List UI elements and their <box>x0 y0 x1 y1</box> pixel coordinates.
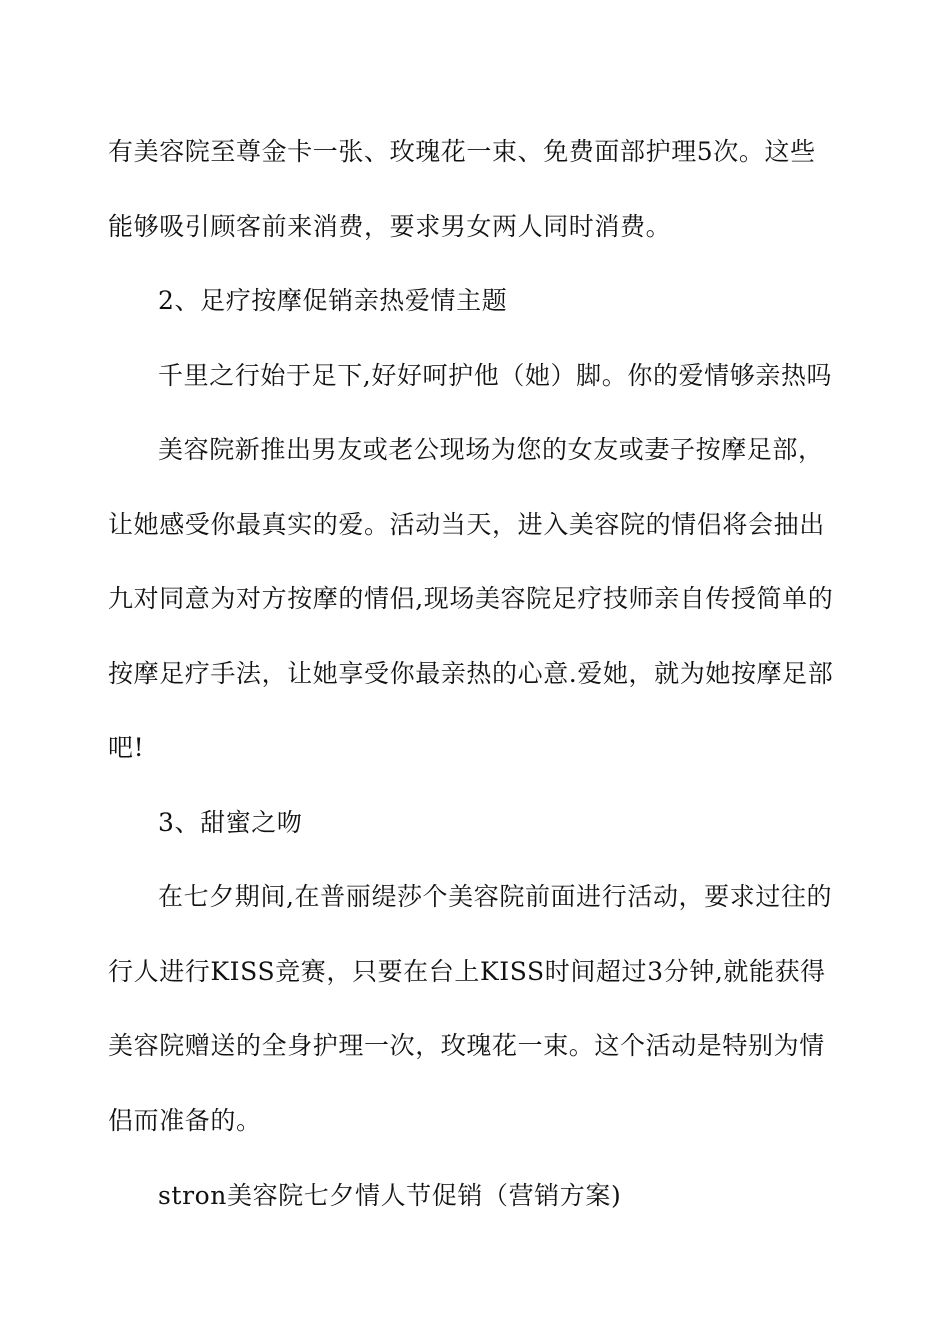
section-heading: 3、甜蜜之吻 <box>158 808 303 837</box>
paragraph-line: 能够吸引顾客前来消费，要求男女两人同时消费。 <box>108 212 672 241</box>
section-heading: 2、足疗按摩促销亲热爱情主题 <box>158 286 508 315</box>
paragraph-line: 侣而准备的。 <box>108 1106 262 1135</box>
paragraph-line: 九对同意为对方按摩的情侣,现场美容院足疗技师亲自传授简单的 <box>108 584 834 613</box>
paragraph-line: 吧! <box>108 733 145 762</box>
paragraph-line: 美容院新推出男友或老公现场为您的女友或妻子按摩足部， <box>158 435 824 464</box>
paragraph-line: 行人进行KISS竞赛，只要在台上KISS时间超过3分钟,就能获得 <box>108 957 826 986</box>
paragraph-line: 在七夕期间,在普丽缇莎个美容院前面进行活动，要求过往的 <box>158 882 833 911</box>
paragraph-line: 美容院赠送的全身护理一次，玫瑰花一束。这个活动是特别为情 <box>108 1031 825 1060</box>
paragraph-line: 按摩足疗手法，让她享受你最亲热的心意.爱她，就为她按摩足部 <box>108 659 834 688</box>
paragraph-line: 有美容院至尊金卡一张、玫瑰花一束、免费面部护理5次。这些 <box>108 137 816 166</box>
paragraph-line: 让她感受你最真实的爱。活动当天，进入美容院的情侣将会抽出 <box>108 510 825 539</box>
section-heading: stron美容院七夕情人节促销（营销方案) <box>158 1181 622 1210</box>
paragraph-line: 千里之行始于足下,好好呵护他（她）脚。你的爱情够亲热吗 <box>158 361 833 390</box>
